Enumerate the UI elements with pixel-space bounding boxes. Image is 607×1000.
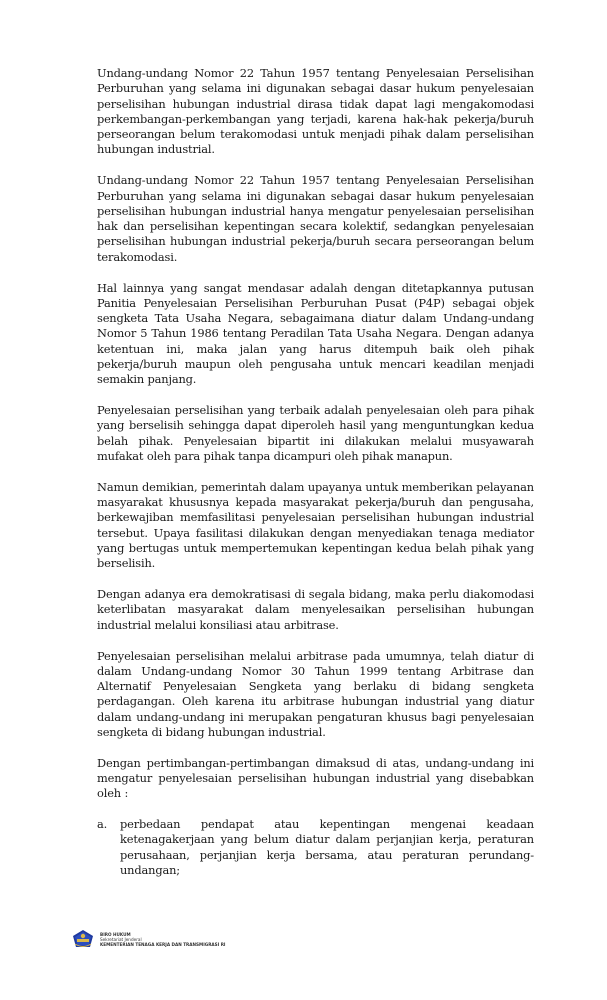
footer-line-2: Sekretariat Jenderal [100,936,142,942]
footer-text [100,932,226,947]
document-page [97,66,534,878]
list-item [97,817,534,878]
ministry-emblem-icon [72,929,94,949]
paragraph-4: Penyelesaian perselisihan yang terbaik adalah penyelesaian oleh para pihak yang berselisih sehingga dapat diperoleh hasil yang menguntungkan kedua belah pihak. Penyelesaian bipartit ini dilakukan melalui musyawarah mufakat oleh para pihak tanpa dicampuri oleh pihak manapun. [97,403,534,464]
footer-line-3: KEMENTERIAN TENAGA KERJA DAN TRANSMIGRASI RI [100,941,226,947]
list-item-text: perbedaan pendapat atau kepentingan mengenai keadaan ketenagakerjaan yang belum diatur dalam perjanjian kerja, peraturan perusahaan, perjanjian kerja bersama, atau peraturan perundang-undangan; [120,817,534,878]
paragraph-6: Dengan adanya era demokratisasi di segala bidang, maka perlu diakomodasi keterlibatan masyarakat dalam menyelesaikan perselisihan hubungan industrial melalui konsiliasi atau arbitrase. [97,587,534,632]
paragraph-2: Undang-undang Nomor 22 Tahun 1957 tentang Penyelesaian Perselisihan Perburuhan yang selama ini digunakan sebagai dasar hukum penyelesaian perselisihan hubungan industrial hanya mengatur penyelesaian perselisihan hak dan perselisihan kepentingan secara kolektif, sedangkan penyelesaian perselisihan hubungan industrial pekerja/buruh secara perseorangan belum terakomodasi. [97,173,534,264]
list-marker: a. [97,817,108,832]
footer [72,929,226,949]
paragraph-7: Penyelesaian perselisihan melalui arbitrase pada umumnya, telah diatur di dalam Undang-undang Nomor 30 Tahun 1999 tentang Arbitrase dan Alternatif Penyelesaian Sengketa yang berlaku di bidang sengketa perdagangan. Oleh karena itu arbitrase hubungan industrial yang diatur dalam undang-undang ini merupakan pengaturan khusus bagi penyelesaian sengketa di bidang hubungan industrial. [97,648,534,739]
footer-line-1: BIRO HUKUM [100,931,131,937]
paragraph-1: Undang-undang Nomor 22 Tahun 1957 tentang Penyelesaian Perselisihan Perburuhan yang selama ini digunakan sebagai dasar hukum penyelesaian perselisihan hubungan industrial dirasa tidak dapat lagi mengakomodasi perkembangan-perkembangan yang terjadi, karena hak-hak pekerja/buruh perseorangan belum terakomodasi untuk menjadi pihak dalam perselisihan hubungan industrial. [97,66,534,157]
paragraph-8: Dengan pertimbangan-pertimbangan dimaksud di atas, undang-undang ini mengatur penyelesaian perselisihan hubungan industrial yang disebabkan oleh : [97,755,534,801]
paragraph-3: Hal lainnya yang sangat mendasar adalah dengan ditetapkannya putusan Panitia Penyelesaian Perselisihan Perburuhan Pusat (P4P) sebagai objek sengketa Tata Usaha Negara, sebagaimana diatur dalam Undang-undang Nomor 5 Tahun 1986 tentang Peradilan Tata Usaha Negara. Dengan adanya ketentuan ini, maka jalan yang harus ditempuh baik oleh pihak pekerja/buruh maupun oleh pengusaha untuk mencari keadilan menjadi semakin panjang. [97,280,534,387]
paragraph-5: Namun demikian, pemerintah dalam upayanya untuk memberikan pelayanan masyarakat khususnya kepada masyarakat pekerja/buruh dan pengusaha, berkewajiban memfasilitasi penyelesaian perselisihan hubungan industrial tersebut. Upaya fasilitasi dilakukan dengan menyediakan tenaga mediator yang bertugas untuk mempertemukan kepentingan kedua belah pihak yang berselisih. [97,479,534,571]
